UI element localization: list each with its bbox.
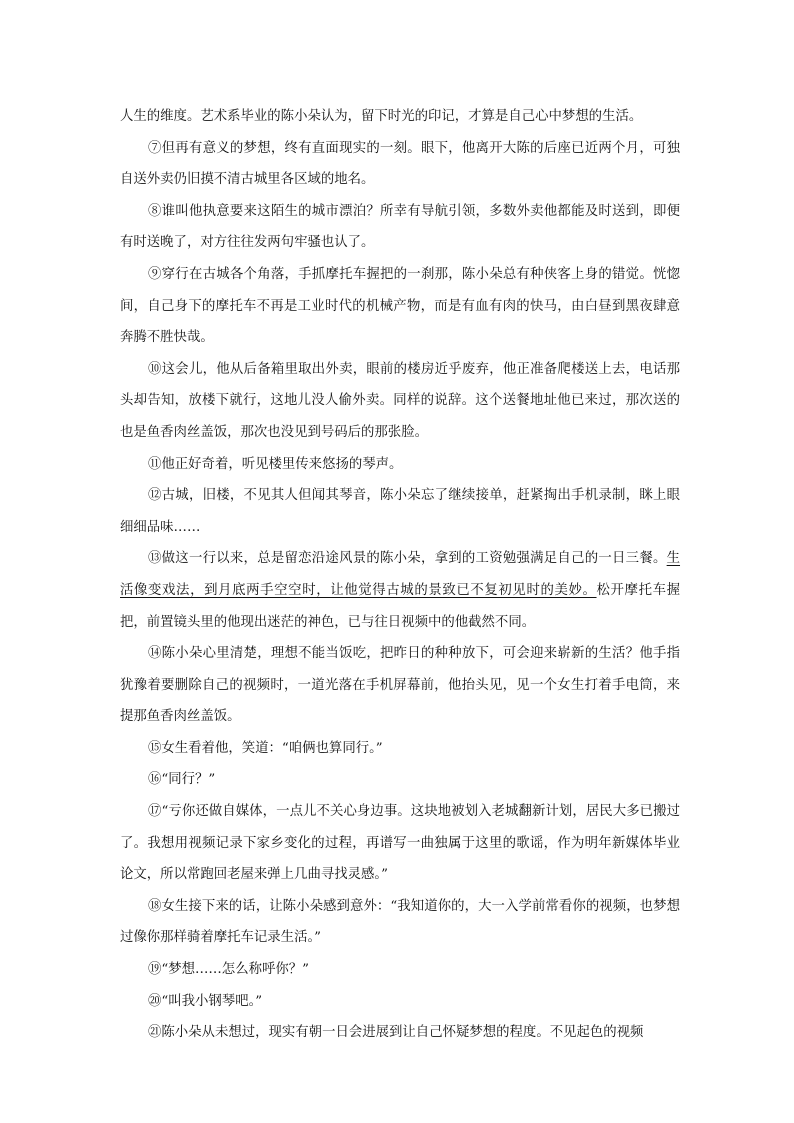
paragraph-number: ⑩ xyxy=(148,361,162,377)
paragraph-13 xyxy=(120,543,680,638)
paragraph-number: ⑫ xyxy=(148,488,162,504)
paragraph-text: 女生看着他，笑道：“咱俩也算同行。” xyxy=(161,740,383,756)
paragraph-14 xyxy=(120,638,680,733)
paragraph-19 xyxy=(120,954,680,986)
paragraph-text: 穿行在古城各个角落，手抓摩托车握把的一刹那，陈小朵总有种侠客上身的错觉。恍惚间，自己身下的摩托车不再是工业时代的机械产物，而是有血有肉的快马，由白昼到黑夜肆意奔腾不胜快哉。 xyxy=(120,266,681,346)
paragraph-text: 做这一行以来，总是留恋沿途风景的陈小朵，拿到的工资勉强满足自己的一日三餐。 xyxy=(161,551,667,567)
paragraph-number: ⑧ xyxy=(148,203,162,219)
paragraph-16 xyxy=(120,764,680,796)
paragraph-7 xyxy=(120,133,680,196)
paragraph-text: 古城，旧楼，不见其人但闻其琴音，陈小朵忘了继续接单，赶紧掏出手机录制，眯上眼细细品味…… xyxy=(120,488,681,535)
paragraph-18 xyxy=(120,891,680,954)
paragraph-number: ㉑ xyxy=(148,1025,162,1041)
paragraph-12 xyxy=(120,480,680,543)
paragraph-number: ⑪ xyxy=(148,456,162,472)
paragraph-6-continued xyxy=(120,101,680,133)
paragraph-20 xyxy=(120,986,680,1018)
paragraph-17 xyxy=(120,796,680,891)
paragraph-11 xyxy=(120,449,680,481)
paragraph-number: ⑲ xyxy=(148,962,162,978)
paragraph-text: “同行？” xyxy=(161,772,216,788)
paragraph-number: ⑱ xyxy=(148,898,162,914)
paragraph-number: ⑳ xyxy=(148,993,162,1009)
paragraph-text: 女生接下来的话，让陈小朵感到意外：“我知道你的，大一入学前常看你的视频，也梦想过像你那样骑着摩托车记录生活。” xyxy=(120,898,681,946)
paragraph-text: 谁叫他执意要来这陌生的城市漂泊？所幸有导航引领，多数外卖他都能及时送到，即便有时送晚了，对方往往发两句牢骚也认了。 xyxy=(120,203,681,251)
paragraph-number: ⑮ xyxy=(148,740,162,756)
paragraph-number: ⑦ xyxy=(148,140,162,156)
paragraph-10 xyxy=(120,354,680,449)
paragraph-number: ⑭ xyxy=(148,646,162,662)
paragraph-21 xyxy=(120,1017,680,1049)
paragraph-8 xyxy=(120,196,680,259)
paragraph-9 xyxy=(120,259,680,354)
paragraph-number: ⑰ xyxy=(148,804,162,820)
paragraph-text-tail: 松开摩托车握把，前置镜头里的他现出迷茫的神色，已与往日视频中的他截然不同。 xyxy=(120,582,680,630)
underlined-sentence: 生活像变戏法，到月底两手空空时，让他觉得古城的景致已不复初见时的美妙。 xyxy=(120,551,681,598)
paragraph-text: 陈小朵心里清楚，理想不能当饭吃，把昨日的种种放下，可会迎来崭新的生活？他手指犹豫着要删除自己的视频时，一道光落在手机屏幕前，他抬头见，见一个女生打着手电筒，来提那鱼香肉丝盖饭。 xyxy=(120,646,681,725)
paragraph-15 xyxy=(120,733,680,765)
paragraph-text: 但再有意义的梦想，终有直面现实的一刻。眼下，他离开大陈的后座已近两个月，可独自送外卖仍旧摸不清古城里各区域的地名。 xyxy=(120,140,681,188)
paragraph-text: “梦想……怎么称呼你？” xyxy=(161,962,309,978)
paragraph-text: 人生的维度。艺术系毕业的陈小朵认为，留下时光的印记，才算是自己心中梦想的生活。 xyxy=(120,109,643,124)
paragraph-text: “亏你还做自媒体，一点儿不关心身边事。这块地被划入老城翻新计划，居民大多已搬过了。我想用视频记录下家乡变化的过程，再谱写一曲独属于这里的歌谣，作为明年新媒体毕业论文，所以常跑回老屋来弹上几曲寻找灵感。” xyxy=(120,804,681,883)
paragraph-number: ⑯ xyxy=(148,772,162,788)
paragraph-text: 陈小朵从未想过，现实有朝一日会进展到让自己怀疑梦想的程度。不见起色的视频 xyxy=(161,1025,644,1041)
paragraph-text: 他正好奇着，听见楼里传来悠扬的琴声。 xyxy=(161,456,403,472)
paragraph-number: ⑨ xyxy=(148,266,162,282)
paragraph-number: ⑬ xyxy=(148,551,162,567)
paragraph-text: 这会儿，他从后备箱里取出外卖，眼前的楼房近乎废弃，他正准备爬楼送上去，电话那头却告知，放楼下就行，这地儿没人偷外卖。同样的说辞。这个送餐地址他已来过，那次送的也是鱼香肉丝盖饭，那次也没见到号码后的那张脸。 xyxy=(120,361,681,440)
paragraph-text: “叫我小钢琴吧。” xyxy=(161,993,263,1009)
article-body xyxy=(120,101,680,1049)
